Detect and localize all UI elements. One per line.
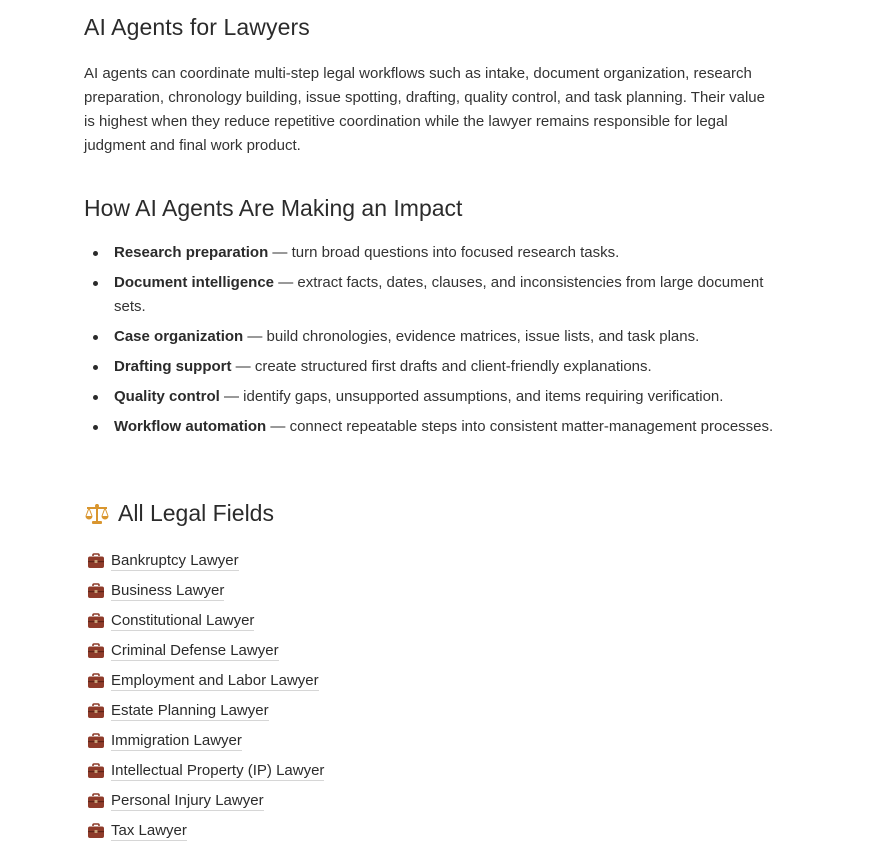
briefcase-icon (87, 823, 105, 839)
item-description: — create structured first drafts and client-friendly explanations. (231, 358, 652, 375)
item-term: Drafting support (114, 358, 232, 375)
page-title: AI Agents for Lawyers (84, 14, 310, 40)
field-link-criminal-defense[interactable]: Criminal Defense Lawyer (111, 642, 279, 659)
item-term: Quality control (114, 388, 220, 405)
balance-scale-icon (84, 501, 110, 527)
list-item (84, 696, 324, 726)
list-item (84, 271, 774, 319)
field-link-estate-planning[interactable]: Estate Planning Lawyer (111, 702, 269, 719)
item-description: — turn broad questions into focused research tasks. (268, 244, 620, 261)
item-term: Workflow automation (114, 418, 267, 435)
briefcase-icon (87, 643, 105, 659)
list-item (84, 726, 324, 756)
briefcase-icon (87, 703, 105, 719)
item-term: Research preparation (114, 244, 269, 261)
item-description: — connect repeatable steps into consistent matter-management processes. (266, 418, 774, 435)
list-item (84, 816, 324, 846)
impact-heading: How AI Agents Are Making an Impact (84, 195, 463, 221)
bullet-icon (93, 251, 98, 256)
list-item (84, 385, 774, 409)
fields-heading-label: All Legal Fields (118, 500, 274, 526)
field-link-immigration[interactable]: Immigration Lawyer (111, 732, 242, 749)
item-term: Case organization (114, 328, 244, 345)
item-description: — build chronologies, evidence matrices, issue lists, and task plans. (243, 328, 700, 345)
briefcase-icon (87, 673, 105, 689)
fields-heading (84, 500, 274, 527)
item-description: — identify gaps, unsupported assumptions, and items requiring verification. (219, 388, 724, 405)
briefcase-icon (87, 793, 105, 809)
field-link-bankruptcy[interactable]: Bankruptcy Lawyer (111, 552, 239, 569)
bullet-icon (93, 281, 98, 286)
list-item (84, 576, 324, 606)
list-item (84, 666, 324, 696)
field-link-business[interactable]: Business Lawyer (111, 582, 225, 599)
list-item (84, 636, 324, 666)
field-link-employment-labor[interactable]: Employment and Labor Lawyer (111, 672, 319, 689)
field-link-personal-injury[interactable]: Personal Injury Lawyer (111, 792, 264, 809)
bullet-icon (93, 365, 98, 370)
list-item (84, 756, 324, 786)
bullet-icon (93, 335, 98, 340)
bullet-icon (93, 395, 98, 400)
list-item (84, 546, 324, 576)
list-item (84, 241, 774, 265)
briefcase-icon (87, 763, 105, 779)
item-term: Document intelligence (114, 274, 275, 291)
list-item (84, 606, 324, 636)
briefcase-icon (87, 733, 105, 749)
list-item (84, 786, 324, 816)
list-item (84, 355, 774, 379)
list-item (84, 325, 774, 349)
field-link-constitutional[interactable]: Constitutional Lawyer (111, 612, 255, 629)
list-item (84, 415, 774, 439)
field-link-tax[interactable]: Tax Lawyer (111, 822, 187, 839)
bullet-icon (93, 425, 98, 430)
intro-paragraph: AI agents can coordinate multi-step legal workflows such as intake, document organization, research preparation, chronology building, issue spotting, drafting, quality control, and task planning. Their value is highest when they reduce repetitive coordination while the lawyer remains responsible for legal judgment and final work product. (84, 65, 765, 154)
briefcase-icon (87, 553, 105, 569)
briefcase-icon (87, 613, 105, 629)
briefcase-icon (87, 583, 105, 599)
impact-list (84, 241, 774, 445)
field-link-intellectual-property[interactable]: Intellectual Property (IP) Lawyer (111, 762, 325, 779)
item-description: — extract facts, dates, clauses, and inconsistencies from large document sets. (114, 274, 764, 315)
legal-fields-list (84, 546, 324, 846)
